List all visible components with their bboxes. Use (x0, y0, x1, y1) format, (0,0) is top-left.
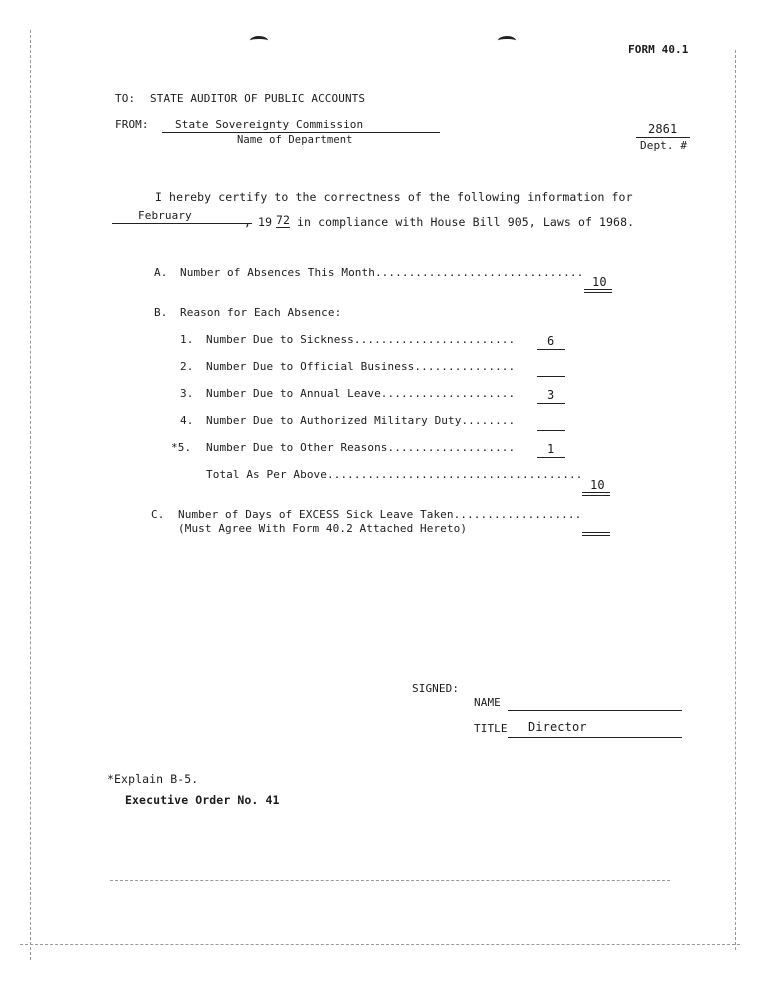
title-value: Director (528, 720, 587, 734)
reason-item-label: Number Due to Annual Leave.................... (206, 387, 516, 400)
section-c-label: Number of Days of EXCESS Sick Leave Taken................... (178, 508, 582, 521)
reason-item-label: Number Due to Other Reasons................... (206, 441, 516, 454)
report-month: February (138, 209, 192, 222)
executive-order: Executive Order No. 41 (125, 793, 280, 807)
section-a-letter: A. (154, 266, 168, 279)
section-a-value: 10 (592, 275, 607, 289)
section-a-label: Number of Absences This Month............................... (180, 266, 584, 279)
scan-edge-footer (110, 880, 670, 881)
report-year-prefix: , 19 (244, 215, 273, 229)
certification-text: I hereby certify to the correctness of the following information for (155, 190, 633, 204)
binder-hole-mark (498, 36, 516, 45)
reason-item-underline (537, 430, 565, 431)
section-c-letter: C. (151, 508, 165, 521)
section-b-letter: B. (154, 306, 168, 319)
to-value: STATE AUDITOR OF PUBLIC ACCOUNTS (150, 92, 366, 105)
title-line (508, 737, 682, 738)
section-c-double-underline (582, 535, 610, 536)
section-a-double-underline (584, 292, 612, 293)
department-number: 2861 (648, 122, 678, 136)
reason-item-underline (537, 403, 565, 404)
signed-label: SIGNED: (412, 682, 460, 695)
scan-edge-left (30, 30, 31, 960)
section-c-underline (582, 532, 610, 533)
name-label: NAME (474, 696, 501, 709)
reason-item-number: 1. (180, 333, 194, 346)
reason-item-label: Number Due to Sickness........................ (206, 333, 516, 346)
explain-note: *Explain B-5. (107, 772, 199, 786)
section-c-note: (Must Agree With Form 40.2 Attached Hereto) (178, 522, 468, 535)
from-label: FROM: (115, 118, 149, 131)
reason-item-value: 3 (547, 388, 555, 402)
department-number-underline (636, 137, 690, 138)
department-caption: Name of Department (237, 134, 353, 146)
section-b-label: Reason for Each Absence: (180, 306, 342, 319)
total-double-underline (582, 495, 610, 496)
reason-item-underline (537, 376, 565, 377)
title-label: TITLE (474, 722, 508, 735)
total-underline (582, 492, 610, 493)
from-department: State Sovereignty Commission (175, 118, 364, 131)
department-number-caption: Dept. # (640, 139, 688, 152)
to-label: TO: (115, 92, 136, 105)
section-a-underline (584, 289, 612, 290)
reason-item-label: Number Due to Authorized Military Duty........ (206, 414, 516, 427)
reason-item-number: 3. (180, 387, 194, 400)
from-underline (162, 132, 440, 133)
reason-item-number: 4. (180, 414, 194, 427)
compliance-text: in compliance with House Bill 905, Laws of 1968. (297, 215, 635, 229)
reason-item-label: Number Due to Official Business............... (206, 360, 516, 373)
scan-edge-right (735, 50, 736, 950)
name-signature-line (508, 710, 682, 711)
reason-item-number: *5. (171, 441, 192, 454)
reason-item-underline (537, 349, 565, 350)
scan-edge-bottom (20, 944, 740, 945)
binder-hole-mark (250, 36, 268, 45)
total-value: 10 (590, 478, 605, 492)
report-year-suffix: 72 (276, 213, 291, 227)
total-label: Total As Per Above...................................... (206, 468, 583, 481)
reason-item-value: 1 (547, 442, 555, 456)
form-number: FORM 40.1 (628, 43, 689, 56)
reason-item-number: 2. (180, 360, 194, 373)
reason-item-value: 6 (547, 334, 555, 348)
reason-item-underline (537, 457, 565, 458)
month-underline (112, 223, 252, 224)
